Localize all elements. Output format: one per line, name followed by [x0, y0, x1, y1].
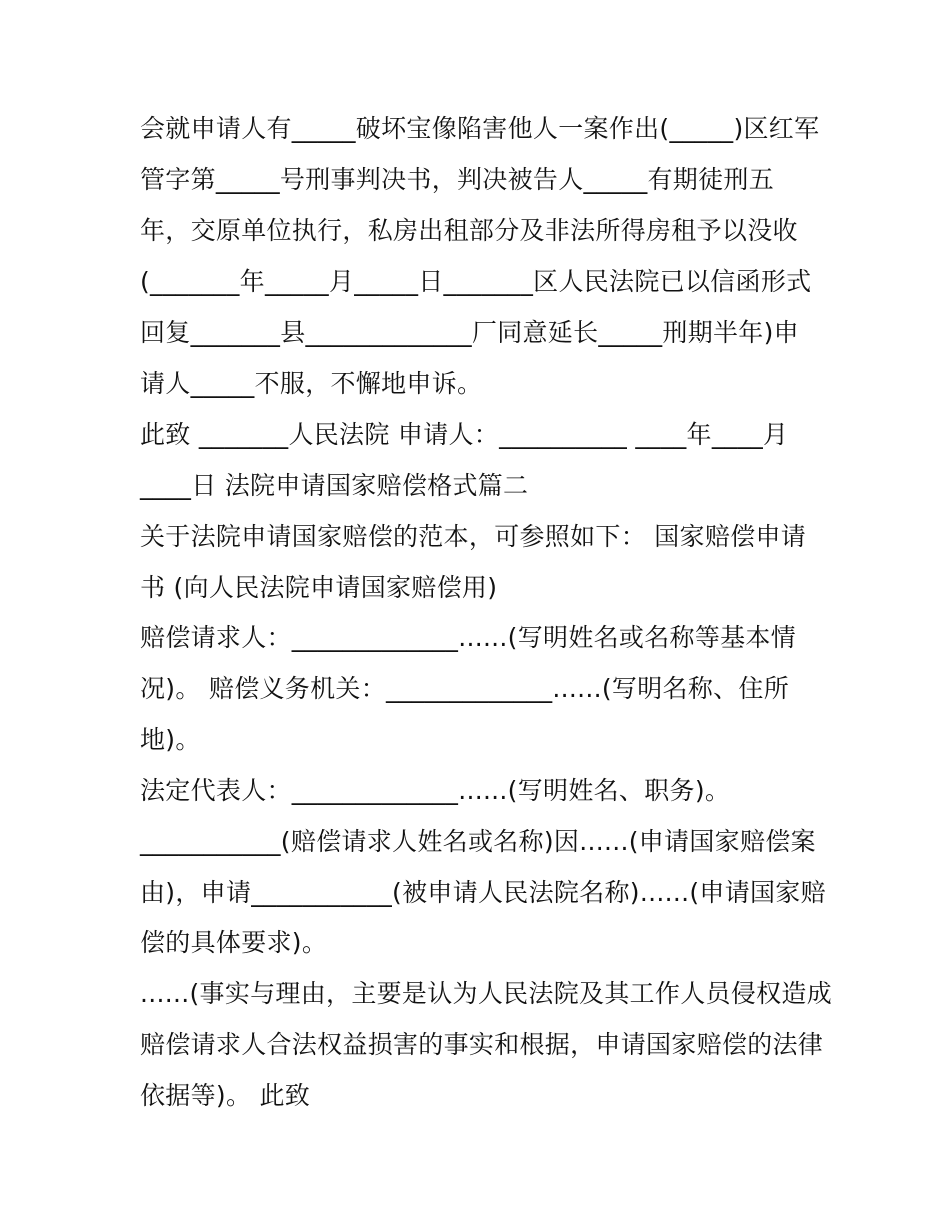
text-line: 管字第_____号刑事判决书，判决被告人_____有期徒刑五 [140, 165, 775, 194]
text-line: 年，交原单位执行，私房出租部分及非法所得房租予以没收 [140, 216, 798, 245]
text-line: 请人_____不服，不懈地申诉。 [140, 369, 483, 398]
text-line: 赔偿请求人：_____________......(写明姓名或名称等基本情 [140, 623, 797, 652]
text-line: ____日 法院申请国家赔偿格式篇二 [140, 471, 529, 500]
text-line: ___________(赔偿请求人姓名或名称)因......(申请国家赔偿案 [140, 827, 816, 856]
text-line: 地)。 [140, 725, 201, 754]
text-line: 法定代表人：_____________......(写明姓名、职务)。 [140, 776, 731, 805]
text-line: 况)。 赔偿义务机关：_____________......(写明名称、住所 [140, 674, 790, 703]
text-line: 此致 _______人民法院 申请人：__________ ____年____月 [140, 420, 789, 449]
text-line: ......(事实与理由，主要是认为人民法院及其工作人员侵权造成 [140, 979, 833, 1008]
text-line: 赔偿请求人合法权益损害的事实和根据，申请国家赔偿的法律 [140, 1030, 824, 1059]
text-line: 会就申请人有_____破坏宝像陷害他人一案作出(_____)区红军 [140, 114, 820, 143]
text-line: 书 (向人民法院申请国家赔偿用) [140, 573, 498, 602]
text-line: 关于法院申请国家赔偿的范本，可参照如下： 国家赔偿申请 [140, 522, 807, 551]
text-line: 由)，申请___________(被申请人民法院名称)......(申请国家赔 [140, 878, 826, 907]
text-line: 回复_______县_____________厂同意延长_____刑期半年)申 [140, 318, 799, 347]
text-line: (_______年_____月_____日_______区人民法院已以信函形式 [140, 267, 812, 296]
text-line: 偿的具体要求)。 [140, 928, 328, 957]
text-line: 依据等)。 此致 [140, 1081, 311, 1110]
